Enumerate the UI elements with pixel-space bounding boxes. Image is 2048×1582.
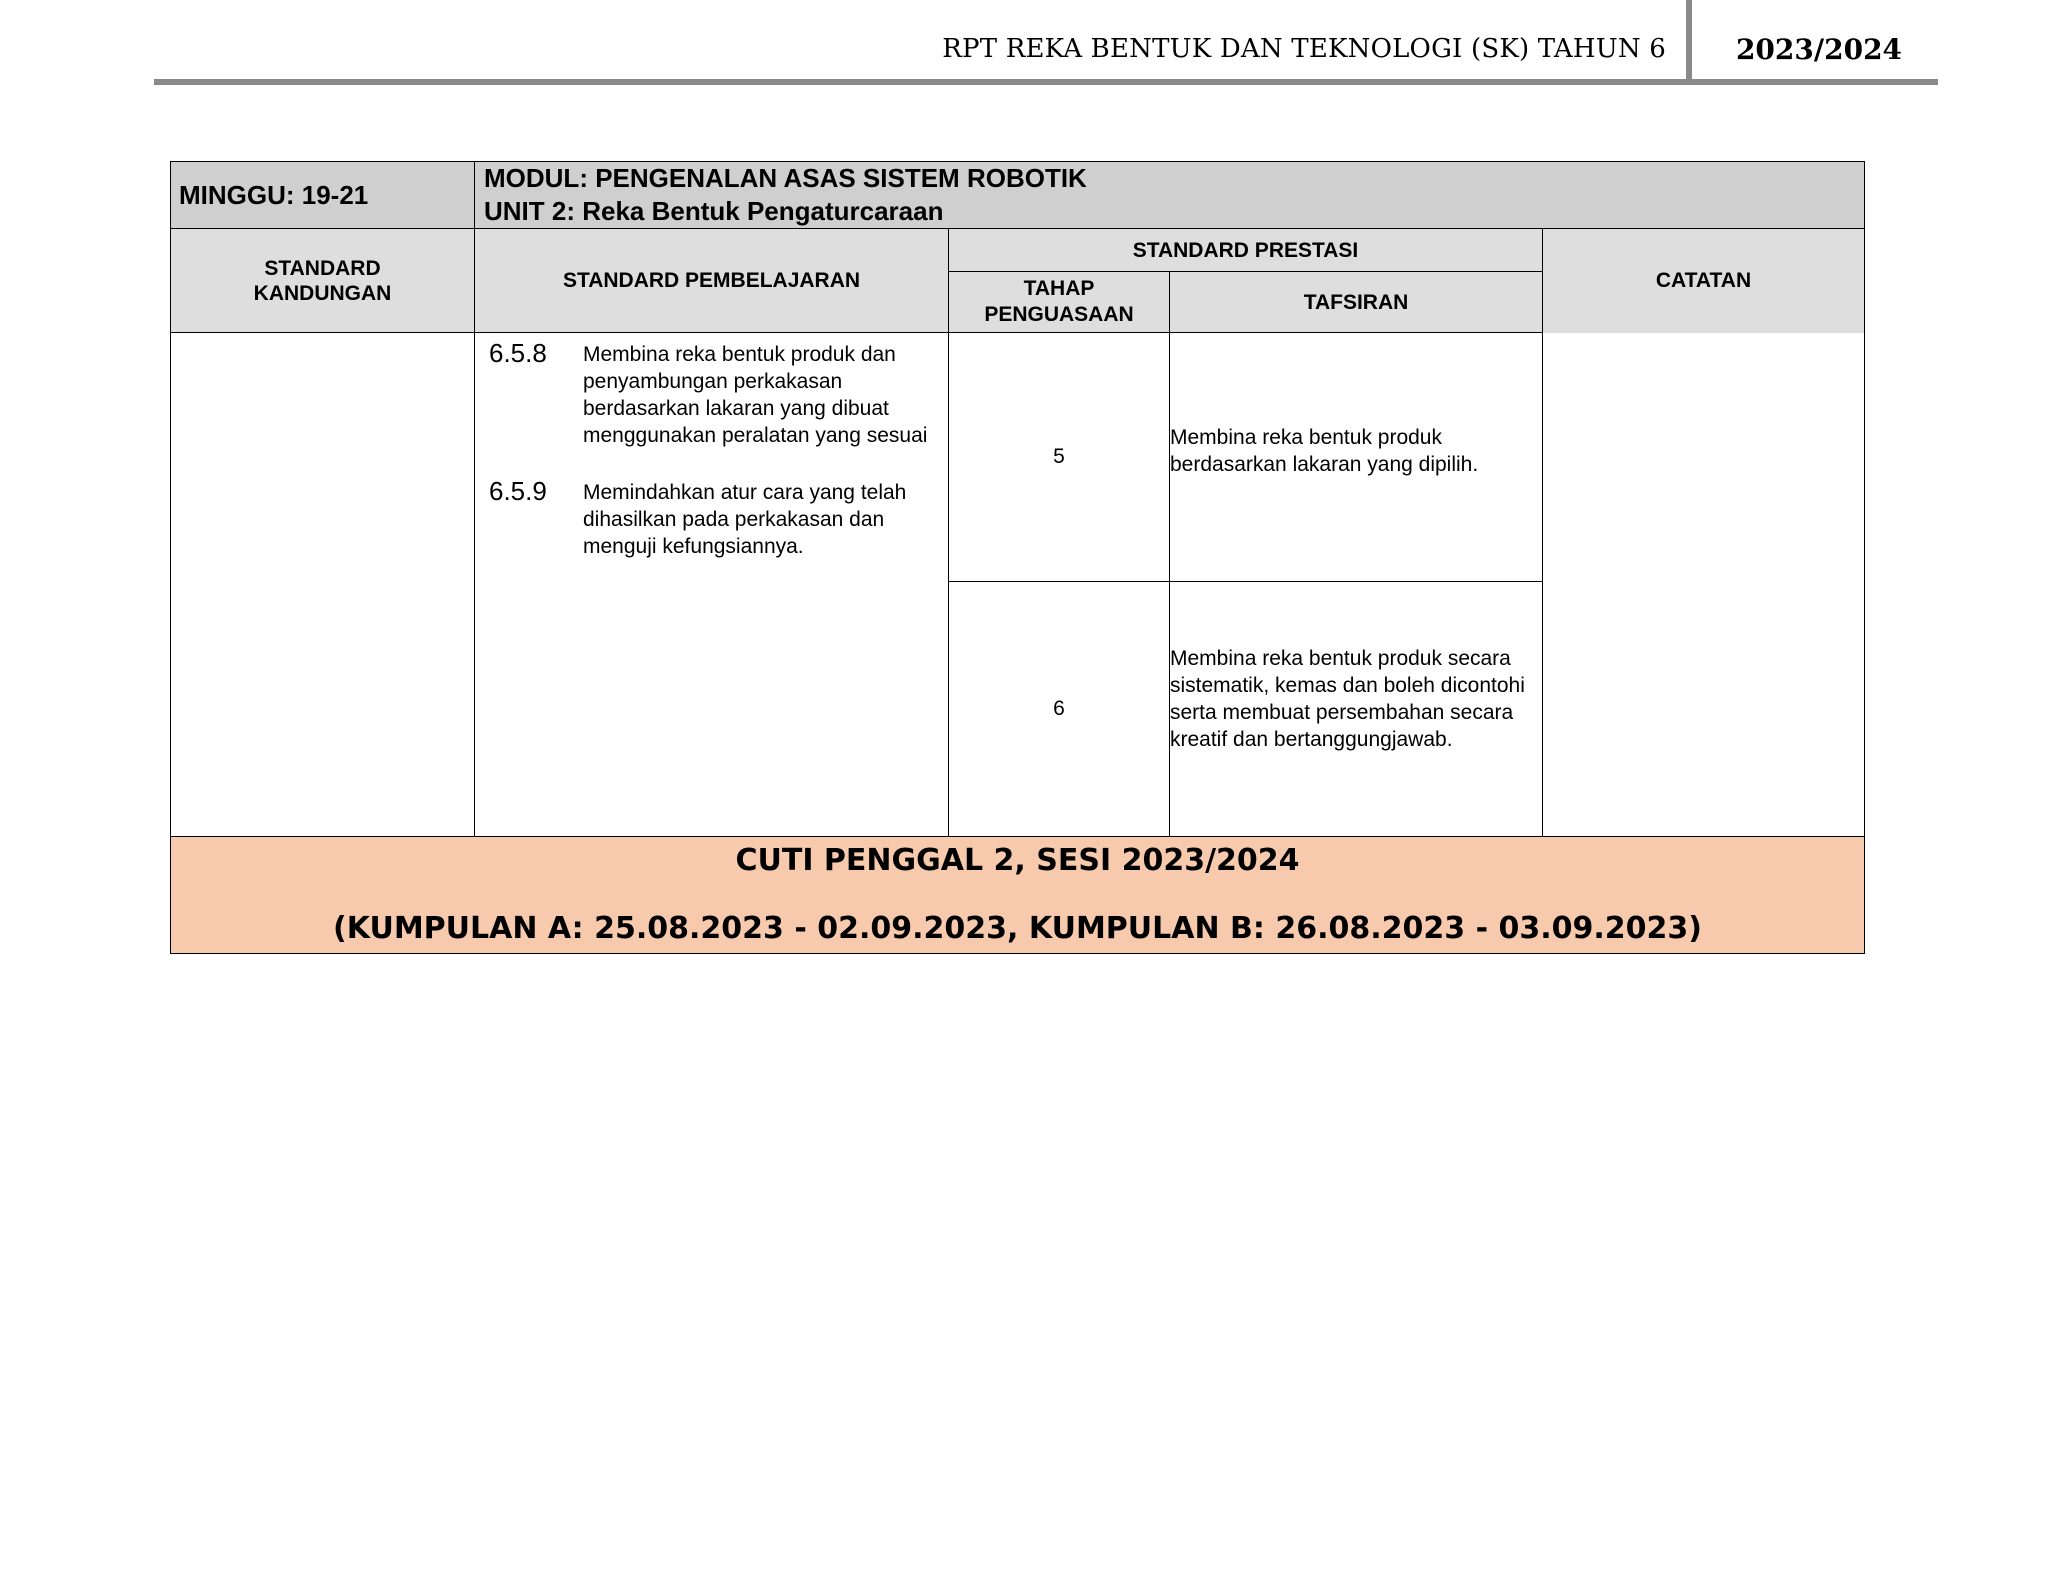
sp-code: 6.5.8: [489, 338, 547, 368]
document-header: [154, 0, 1938, 86]
tafsiran-cell: Membina reka bentuk produk secara sistematik, kemas dan boleh dicontohi serta membuat persembahan secara kreatif dan bertanggungjawab.: [1170, 582, 1543, 837]
tahap-cell: 5: [949, 333, 1170, 582]
document-title: RPT REKA BENTUK DAN TEKNOLOGI (SK) TAHUN 6: [942, 34, 1666, 64]
document-year: 2023/2024: [1735, 33, 1903, 66]
cuti-subtitle: (KUMPULAN A: 25.08.2023 - 02.09.2023, KUMPULAN B: 26.08.2023 - 03.09.2023): [333, 911, 1702, 946]
list-item: [489, 339, 928, 449]
cuti-cell: [171, 837, 1865, 954]
standard-kandungan-cell: [171, 333, 475, 837]
sp-text: Membina reka bentuk produk dan penyambungan perkakasan berdasarkan lakaran yang dibuat menggunakan peralatan yang sesuai: [583, 343, 928, 447]
modul-cell: [475, 162, 1865, 229]
minggu-cell: MINGGU: 19-21: [171, 162, 475, 229]
standard-pembelajaran-header: STANDARD PEMBELAJARAN: [475, 229, 949, 333]
module-row: [171, 162, 1865, 229]
tafsiran-header: TAFSIRAN: [1170, 272, 1543, 333]
standard-kandungan-header-line1: STANDARD: [264, 256, 381, 280]
standard-kandungan-header: [171, 229, 475, 333]
standard-prestasi-header: STANDARD PRESTASI: [949, 229, 1543, 272]
tahap-cell: 6: [949, 582, 1170, 837]
standard-kandungan-header-line2: KANDUNGAN: [253, 281, 392, 305]
header-separator: [1686, 0, 1692, 82]
sp-code: 6.5.9: [489, 476, 547, 506]
catatan-header: CATATAN: [1543, 229, 1865, 333]
modul-title: MODUL: PENGENALAN ASAS SISTEM ROBOTIK: [484, 163, 1087, 193]
list-item: [489, 477, 928, 560]
standard-pembelajaran-cell: [475, 333, 949, 837]
header-row: [171, 229, 1865, 272]
sp-text: Memindahkan atur cara yang telah dihasilkan pada perkakasan dan menguji kefungsiannya.: [583, 481, 907, 558]
cuti-row: [171, 837, 1865, 954]
tahap-penguasaan-header: [949, 272, 1170, 333]
cuti-title: CUTI PENGGAL 2, SESI 2023/2024: [735, 843, 1300, 878]
header-rule: [154, 79, 1938, 85]
tahap-header-line1: TAHAP: [1023, 277, 1095, 300]
tafsiran-cell: Membina reka bentuk produk berdasarkan lakaran yang dipilih.: [1170, 333, 1543, 582]
unit-title: UNIT 2: Reka Bentuk Pengaturcaraan: [484, 196, 944, 226]
tahap-header-line2: PENGUASAAN: [984, 303, 1134, 326]
catatan-cell: [1543, 333, 1865, 837]
table-row: [171, 333, 1865, 582]
rpt-table: [170, 161, 1865, 954]
